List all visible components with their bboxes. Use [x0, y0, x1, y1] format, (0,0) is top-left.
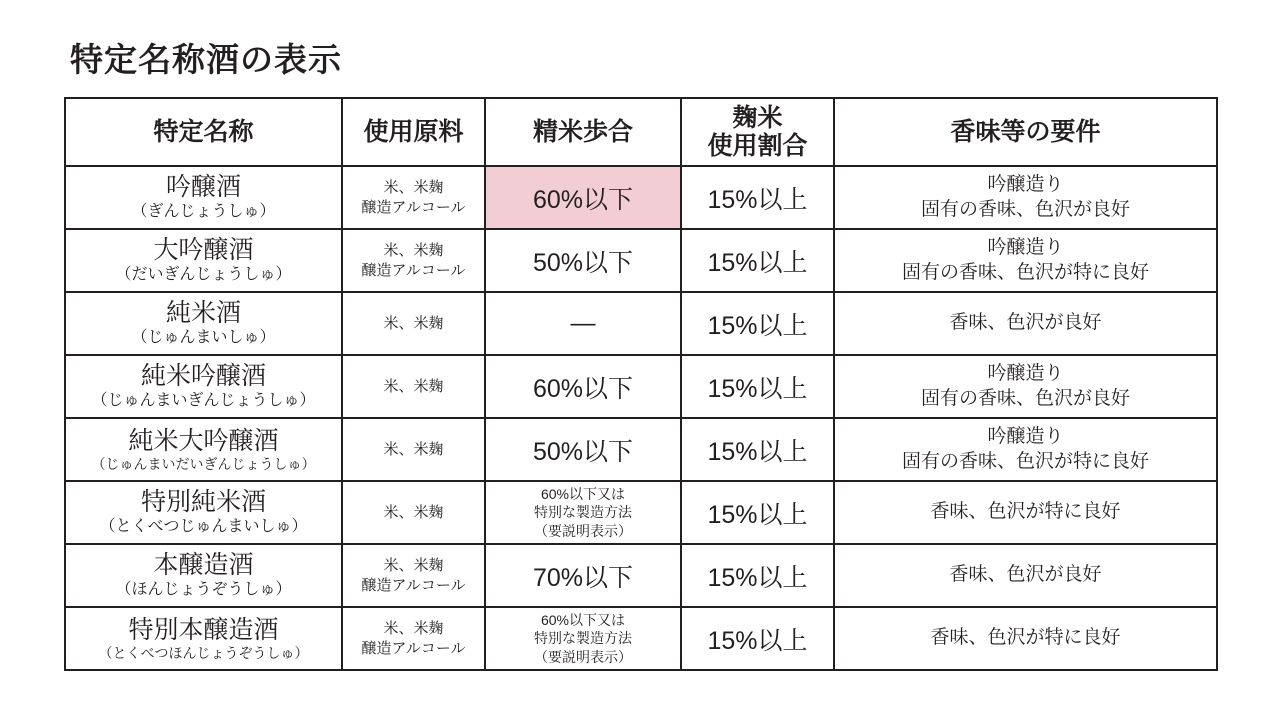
- table-body: [65, 166, 1217, 670]
- cell-materials: [342, 418, 485, 481]
- cell-flavor: [834, 481, 1217, 544]
- cell-materials: [342, 292, 485, 355]
- rice-polishing-line: 50%以下: [532, 437, 634, 466]
- column-header-flavor-requirements: 香味等の要件: [834, 98, 1217, 166]
- cell-koji-ratio: 15%以上: [681, 607, 834, 670]
- flavor-line: 固有の香味、色沢が良好: [920, 387, 1130, 409]
- material-line: 米、米麹: [383, 619, 444, 637]
- rice-polishing-line: 60%以下: [532, 374, 634, 403]
- column-header-koji-rice-ratio: [681, 98, 834, 166]
- material-line: 米、米麹: [383, 178, 444, 196]
- table-row: [65, 418, 1217, 481]
- designation-kana: （とくべつじゅんまいしゅ）: [99, 518, 308, 536]
- cell-rice-polishing-ratio: [485, 166, 681, 229]
- material-line: 米、米麹: [383, 503, 444, 521]
- cell-designation: [65, 229, 342, 292]
- cell-koji-ratio: 15%以上: [681, 292, 834, 355]
- designation-kana: （だいぎんじょうしゅ）: [115, 266, 292, 284]
- cell-designation: [65, 292, 342, 355]
- cell-koji-ratio: 15%以上: [681, 544, 834, 607]
- cell-flavor: [834, 292, 1217, 355]
- material-line: 醸造アルコール: [361, 261, 466, 279]
- table-header-row: [65, 98, 1217, 166]
- flavor-line: 香味、色沢が良好: [949, 312, 1102, 334]
- rice-polishing-line: 60%以下: [532, 185, 634, 214]
- column-header-rice-polishing-ratio: 精米歩合: [485, 98, 681, 166]
- column-header-materials: 使用原料: [342, 98, 485, 166]
- cell-koji-ratio: 15%以上: [681, 229, 834, 292]
- cell-materials: [342, 229, 485, 292]
- designation-name: 本醸造酒: [153, 551, 254, 580]
- flavor-line: 吟醸造り: [987, 425, 1064, 447]
- designation-name: 特別純米酒: [140, 488, 266, 517]
- rice-polishing-line: 特別な製造方法: [534, 504, 632, 521]
- rice-polishing-line: 60%以下又は: [540, 612, 626, 629]
- material-line: 米、米麹: [383, 314, 444, 332]
- designation-kana: （じゅんまいしゅ）: [131, 329, 276, 347]
- flavor-line: 吟醸造り: [987, 362, 1064, 384]
- material-line: 米、米麹: [383, 241, 444, 259]
- cell-rice-polishing-ratio: [485, 544, 681, 607]
- cell-designation: [65, 481, 342, 544]
- cell-designation: [65, 355, 342, 418]
- designation-kana: （じゅんまいぎんじょうしゅ）: [91, 392, 316, 410]
- cell-designation: [65, 418, 342, 481]
- cell-rice-polishing-ratio: [485, 292, 681, 355]
- cell-flavor: [834, 607, 1217, 670]
- material-line: 醸造アルコール: [361, 576, 466, 594]
- designation-name: 純米大吟醸酒: [128, 426, 279, 455]
- designation-kana: （とくべつほんじょうぞうしゅ）: [98, 645, 309, 662]
- designation-name: 純米酒: [165, 299, 241, 328]
- cell-materials: [342, 607, 485, 670]
- cell-rice-polishing-ratio: [485, 355, 681, 418]
- column-header-koji-rice-ratio-line2: 使用割合: [707, 132, 808, 160]
- column-header-koji-rice-ratio-line1: 麹米: [732, 104, 783, 132]
- cell-materials: [342, 544, 485, 607]
- cell-flavor: [834, 229, 1217, 292]
- column-header-designation: 特定名称: [65, 98, 342, 166]
- cell-designation: [65, 607, 342, 670]
- cell-flavor: [834, 418, 1217, 481]
- flavor-line: 香味、色沢が特に良好: [930, 501, 1121, 523]
- material-line: 米、米麹: [383, 377, 444, 395]
- table-row: [65, 544, 1217, 607]
- flavor-line: 吟醸造り: [987, 236, 1064, 258]
- cell-flavor: [834, 166, 1217, 229]
- rice-polishing-line: —: [570, 309, 596, 337]
- flavor-line: 香味、色沢が特に良好: [930, 627, 1121, 649]
- material-line: 米、米麹: [383, 440, 444, 458]
- designation-name: 特別本醸造酒: [128, 615, 279, 644]
- cell-materials: [342, 166, 485, 229]
- table-row: [65, 481, 1217, 544]
- specific-designation-sake-table: [64, 97, 1218, 671]
- flavor-line: 香味、色沢が良好: [949, 564, 1102, 586]
- flavor-line: 固有の香味、色沢が特に良好: [901, 261, 1149, 283]
- flavor-line: 吟醸造り: [987, 173, 1064, 195]
- designation-name: 純米吟醸酒: [140, 362, 266, 391]
- cell-koji-ratio: 15%以上: [681, 166, 834, 229]
- rice-polishing-line: （要説明表示）: [534, 648, 632, 665]
- cell-koji-ratio: 15%以上: [681, 355, 834, 418]
- page-title: 特定名称酒の表示: [70, 41, 342, 78]
- designation-name: 大吟醸酒: [153, 236, 254, 265]
- flavor-line: 固有の香味、色沢が特に良好: [901, 450, 1149, 472]
- cell-materials: [342, 481, 485, 544]
- table-row: [65, 229, 1217, 292]
- designation-kana: （じゅんまいだいぎんじょうしゅ）: [91, 456, 316, 473]
- material-line: 醸造アルコール: [361, 639, 466, 657]
- rice-polishing-line: 60%以下又は: [540, 486, 626, 503]
- rice-polishing-line: 特別な製造方法: [534, 630, 632, 647]
- cell-rice-polishing-ratio: [485, 229, 681, 292]
- table-row: [65, 607, 1217, 670]
- table-row: [65, 355, 1217, 418]
- rice-polishing-line: （要説明表示）: [534, 522, 632, 539]
- material-line: 米、米麹: [383, 556, 444, 574]
- rice-polishing-line: 50%以下: [532, 248, 634, 277]
- cell-designation: [65, 166, 342, 229]
- rice-polishing-line: 70%以下: [532, 563, 634, 592]
- cell-materials: [342, 355, 485, 418]
- designation-name: 吟醸酒: [165, 173, 241, 202]
- flavor-line: 固有の香味、色沢が良好: [920, 198, 1130, 220]
- table-row: [65, 166, 1217, 229]
- cell-koji-ratio: 15%以上: [681, 481, 834, 544]
- cell-designation: [65, 544, 342, 607]
- cell-rice-polishing-ratio: [485, 607, 681, 670]
- material-line: 醸造アルコール: [361, 198, 466, 216]
- cell-rice-polishing-ratio: [485, 418, 681, 481]
- table-row: [65, 292, 1217, 355]
- cell-koji-ratio: 15%以上: [681, 418, 834, 481]
- table-header: [65, 98, 1217, 166]
- designation-kana: （ぎんじょうしゅ）: [131, 203, 276, 221]
- designation-kana: （ほんじょうぞうしゅ）: [115, 581, 292, 599]
- cell-flavor: [834, 355, 1217, 418]
- cell-rice-polishing-ratio: [485, 481, 681, 544]
- cell-flavor: [834, 544, 1217, 607]
